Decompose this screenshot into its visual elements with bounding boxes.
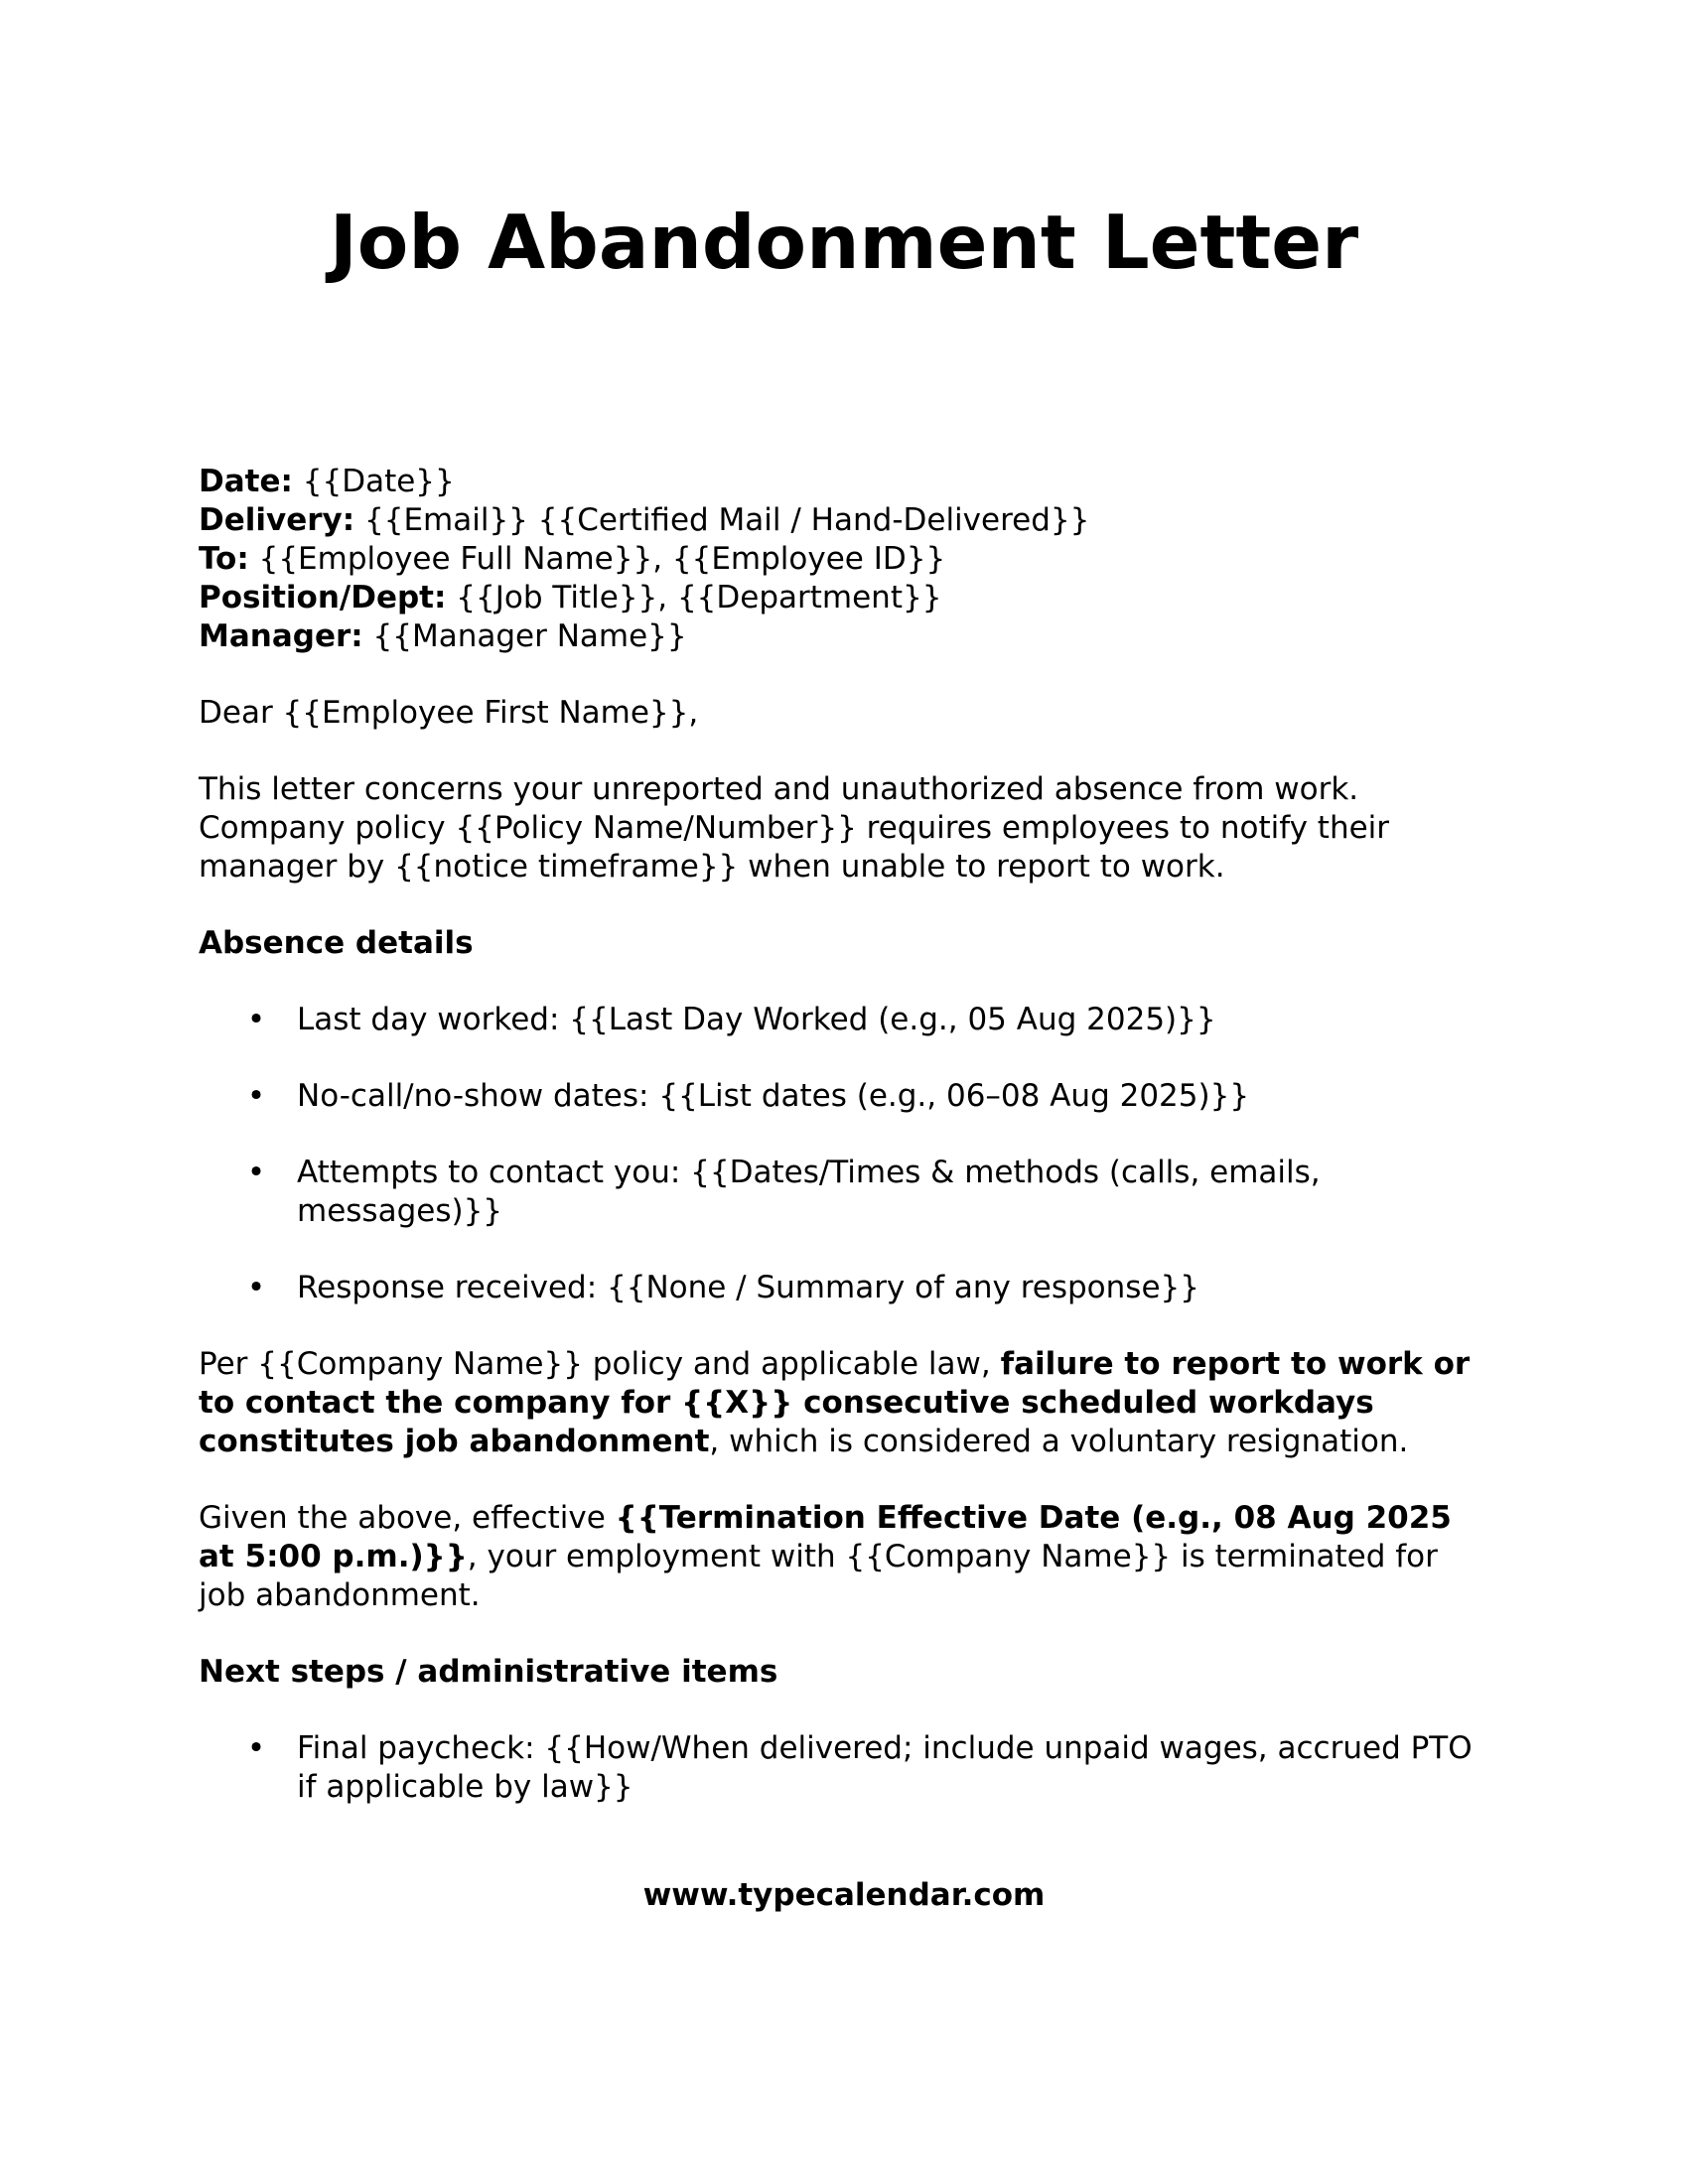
termination-date-emphasis: {{Termination Effective Date (e.g., 08 Aug 2025 at 5:00 p.m.)}} bbox=[199, 1500, 1452, 1574]
list-item-text: No-call/no-show dates: {{List dates (e.g., 06–08 Aug 2025)}} bbox=[297, 1078, 1250, 1114]
field-value: {{Date}} bbox=[302, 464, 455, 499]
header-field-date bbox=[199, 463, 1489, 501]
bullet-icon: • bbox=[246, 1270, 266, 1305]
termination-tail: , your employment with {{Company Name}} is terminated for job abandonment. bbox=[199, 1539, 1438, 1613]
next-steps-list bbox=[199, 1729, 1489, 1807]
page-title: Job Abandonment Letter bbox=[329, 199, 1359, 286]
termination-paragraph bbox=[199, 1499, 1489, 1615]
letter-header-fields bbox=[199, 463, 1489, 656]
list-item bbox=[199, 1077, 1489, 1116]
footer-website-link[interactable]: www.typecalendar.com bbox=[642, 1877, 1046, 1913]
list-item-text: Final paycheck: {{How/When delivered; include unpaid wages, accrued PTO if applicable by law}} bbox=[297, 1730, 1473, 1805]
list-item bbox=[199, 1154, 1489, 1231]
list-item-text: Last day worked: {{Last Day Worked (e.g., 05 Aug 2025)}} bbox=[297, 1002, 1216, 1037]
field-value: {{Email}} {{Certified Mail / Hand-Delivered}} bbox=[364, 502, 1090, 538]
bullet-icon: • bbox=[246, 1155, 266, 1190]
list-item-text: Attempts to contact you: {{Dates/Times & methods (calls, emails, messages)}} bbox=[297, 1155, 1321, 1229]
field-value: {{Job Title}}, {{Department}} bbox=[456, 580, 942, 615]
list-item bbox=[199, 1269, 1489, 1307]
header-field-delivery bbox=[199, 501, 1489, 540]
field-value: {{Employee Full Name}}, {{Employee ID}} bbox=[258, 541, 946, 577]
field-label: Date: bbox=[199, 464, 293, 499]
header-field-manager bbox=[199, 617, 1489, 656]
bullet-icon: • bbox=[246, 1730, 266, 1766]
header-field-position-dept bbox=[199, 579, 1489, 617]
list-item bbox=[199, 1001, 1489, 1039]
policy-tail: , which is considered a voluntary resignation. bbox=[709, 1424, 1409, 1459]
absence-details-heading: Absence details bbox=[199, 925, 474, 961]
list-item bbox=[199, 1729, 1489, 1807]
bullet-icon: • bbox=[246, 1002, 266, 1037]
list-item-text: Response received: {{None / Summary of any response}} bbox=[297, 1270, 1199, 1305]
letter-body bbox=[199, 463, 1489, 1807]
field-label: Position/Dept: bbox=[199, 580, 447, 615]
next-steps-heading: Next steps / administrative items bbox=[199, 1654, 778, 1690]
policy-emphasis: failure to report to work or to contact the company for {{X}} consecutive scheduled workdays constitutes job abandonment bbox=[199, 1346, 1471, 1459]
field-label: Delivery: bbox=[199, 502, 355, 538]
field-value: {{Manager Name}} bbox=[372, 618, 687, 654]
policy-paragraph bbox=[199, 1345, 1489, 1461]
salutation: Dear {{Employee First Name}}, bbox=[199, 695, 699, 731]
field-label: To: bbox=[199, 541, 249, 577]
intro-paragraph: This letter concerns your unreported and unauthorized absence from work. Company policy {{Policy Name/Number}} requires employees to notify their manager by {{notice timeframe}} when unable to report to work. bbox=[199, 771, 1390, 885]
header-field-to bbox=[199, 540, 1489, 579]
absence-details-list bbox=[199, 1001, 1489, 1307]
bullet-icon: • bbox=[246, 1078, 266, 1114]
field-label: Manager: bbox=[199, 618, 363, 654]
policy-lead: Per {{Company Name}} policy and applicable law, bbox=[199, 1346, 1001, 1382]
termination-lead: Given the above, effective bbox=[199, 1500, 616, 1536]
